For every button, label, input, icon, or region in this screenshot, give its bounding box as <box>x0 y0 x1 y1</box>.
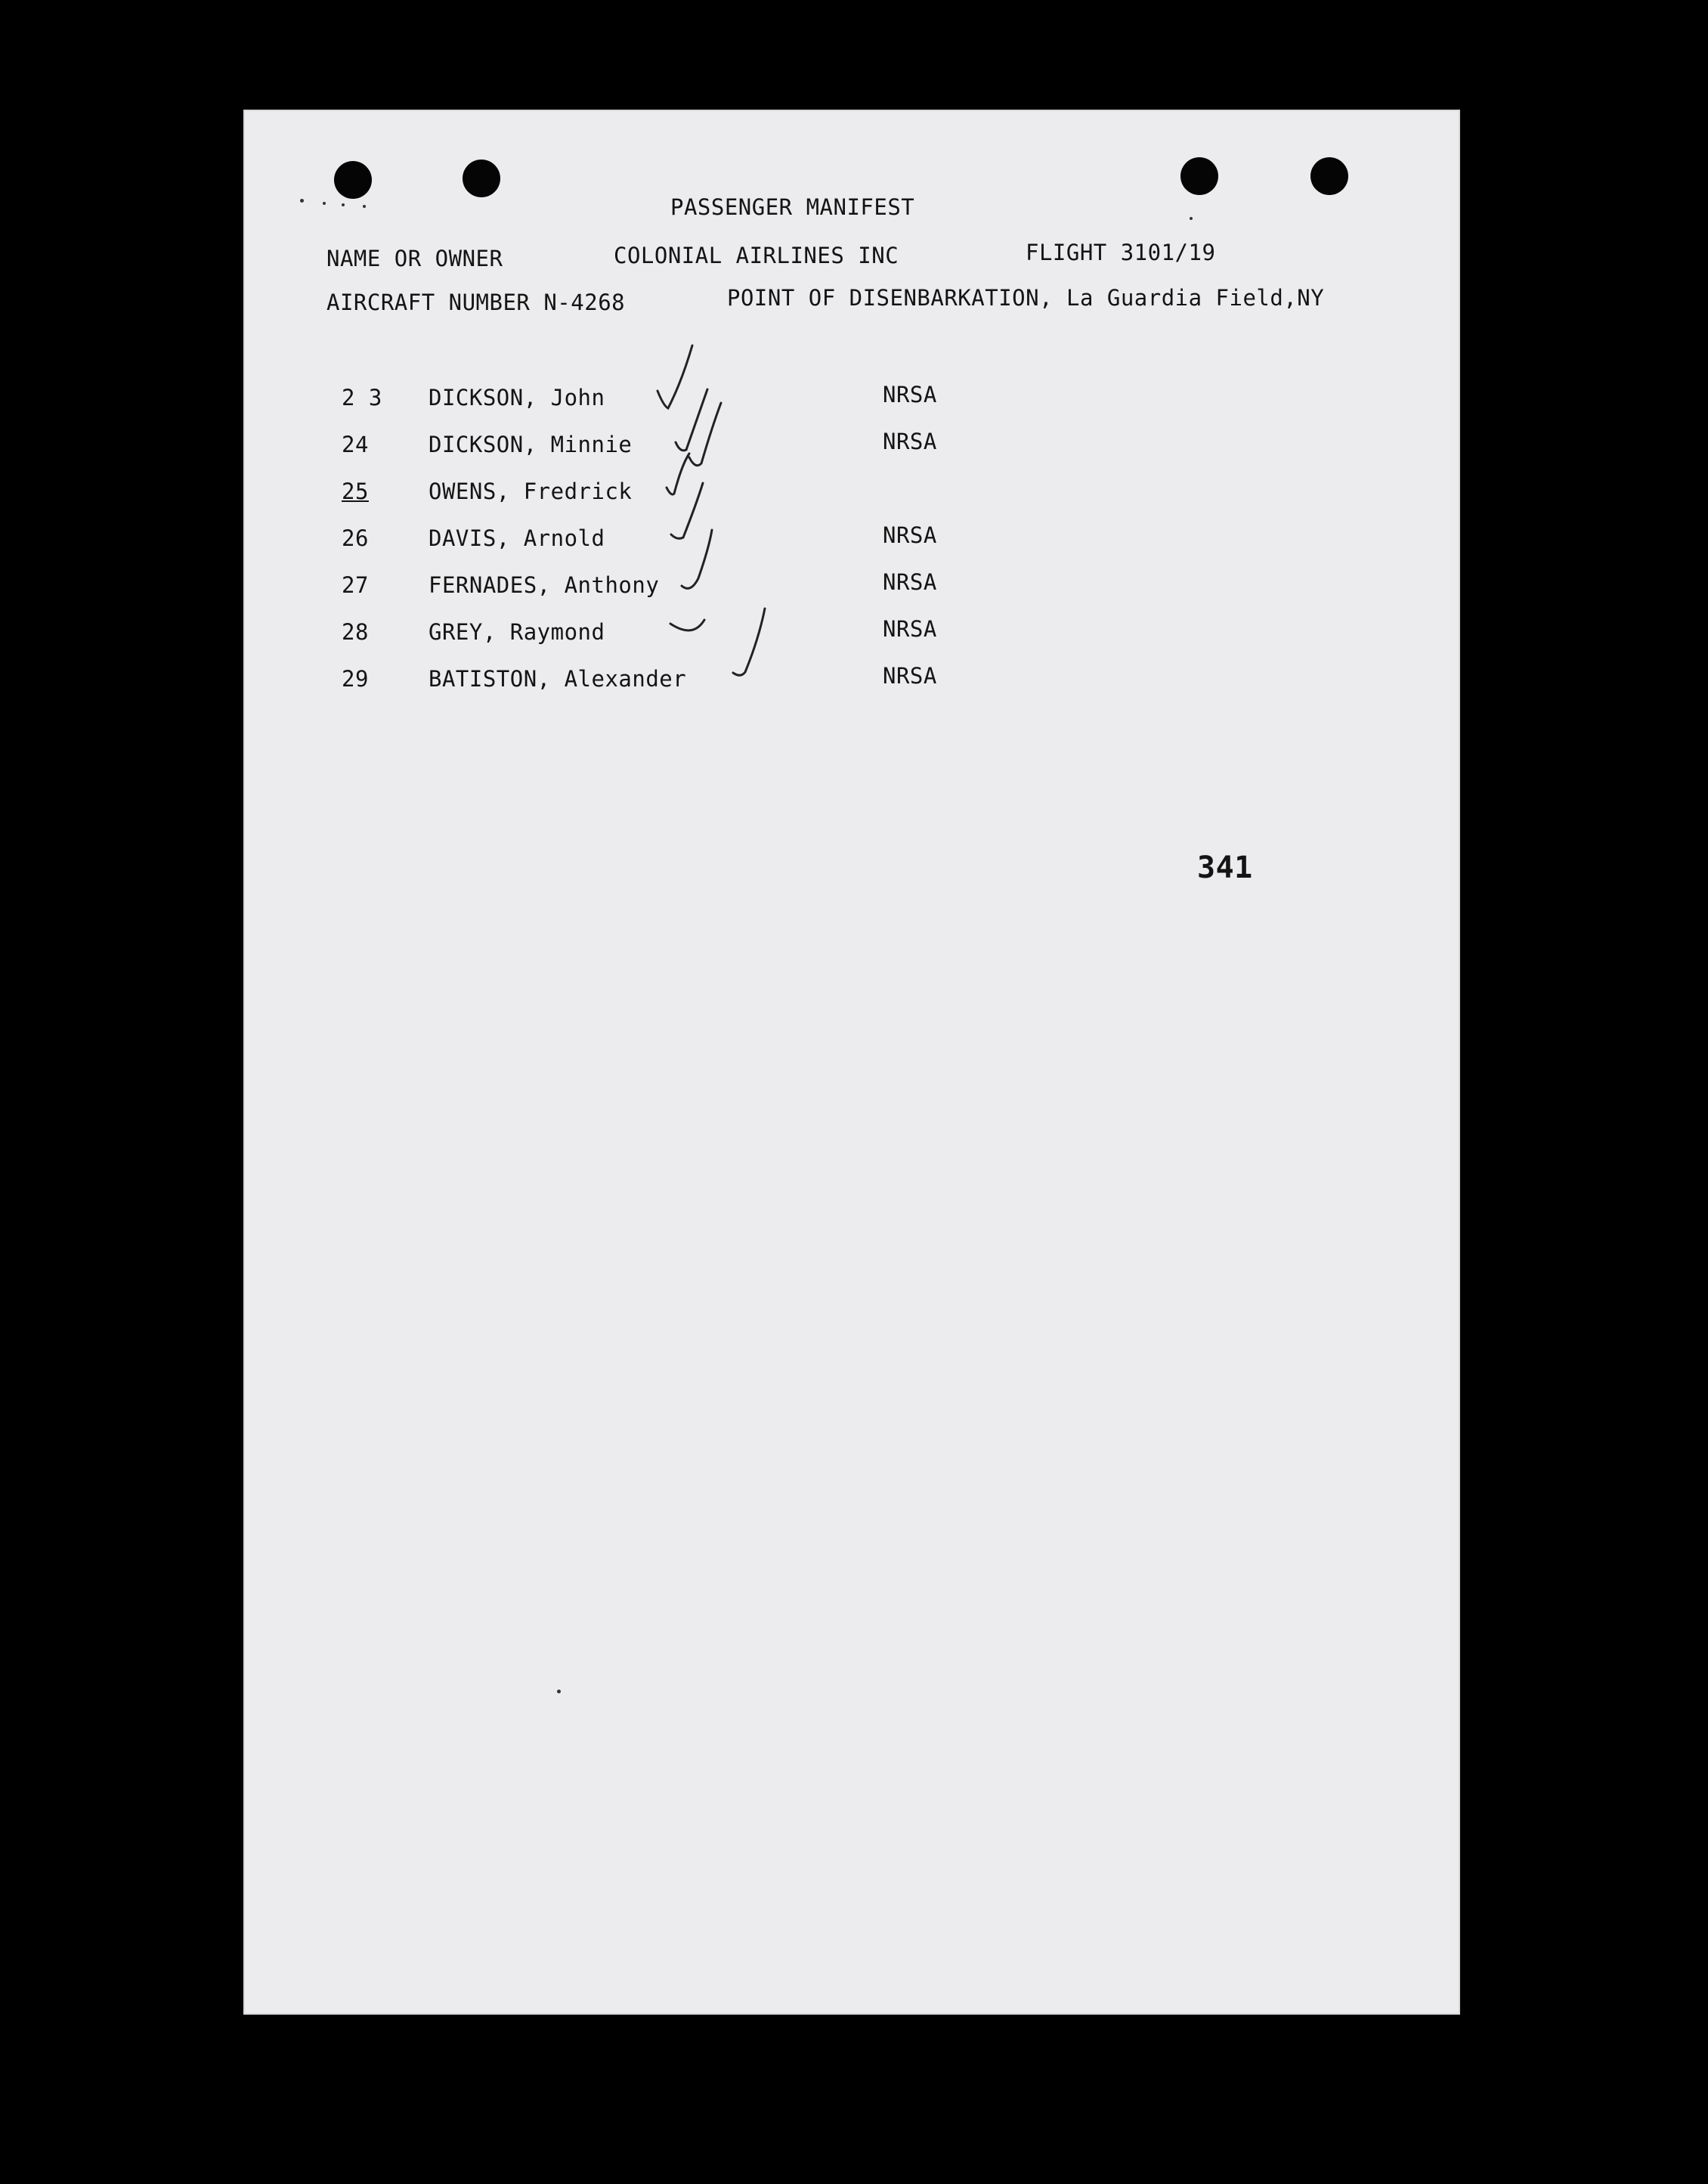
page-title: PASSENGER MANIFEST <box>670 194 915 220</box>
passenger-status: NRSA <box>883 382 937 407</box>
passenger-number: 29 <box>342 666 369 692</box>
passenger-name: DICKSON, John <box>429 385 605 410</box>
passenger-status: NRSA <box>883 522 937 548</box>
punch-hole <box>463 160 500 197</box>
flight-number: FLIGHT 3101/19 <box>1026 240 1216 265</box>
passenger-number: 28 <box>342 619 369 645</box>
passenger-name: DICKSON, Minnie <box>429 432 633 457</box>
passenger-name: DAVIS, Arnold <box>429 525 605 551</box>
passenger-number: 26 <box>342 525 369 551</box>
passenger-status: NRSA <box>883 569 937 595</box>
passenger-name: OWENS, Fredrick <box>429 479 633 504</box>
page-number: 341 <box>1197 850 1253 885</box>
manifest-page <box>243 110 1460 2015</box>
punch-hole <box>1310 157 1348 195</box>
punch-hole <box>1180 157 1218 195</box>
owner-label: NAME OR OWNER <box>326 246 503 271</box>
list-item <box>243 569 1460 610</box>
passenger-name: FERNADES, Anthony <box>429 572 660 598</box>
list-item <box>243 429 1460 469</box>
list-item <box>243 479 1460 516</box>
passenger-number: 24 <box>342 432 369 457</box>
punch-hole <box>334 161 372 199</box>
list-item <box>243 522 1460 563</box>
owner-value: COLONIAL AIRLINES INC <box>614 243 899 268</box>
list-item <box>243 663 1460 704</box>
passenger-number: 2 3 <box>342 385 382 410</box>
list-item <box>243 382 1460 423</box>
passenger-status: NRSA <box>883 616 937 642</box>
passenger-number: 25 <box>342 479 369 504</box>
list-item <box>243 616 1460 657</box>
passenger-name: GREY, Raymond <box>429 619 605 645</box>
passenger-name: BATISTON, Alexander <box>429 666 687 692</box>
passenger-status: NRSA <box>883 429 937 454</box>
passenger-number: 27 <box>342 572 369 598</box>
passenger-status: NRSA <box>883 663 937 689</box>
disembarkation-point: POINT OF DISENBARKATION, La Guardia Field,NY <box>727 285 1325 311</box>
aircraft-number: AIRCRAFT NUMBER N-4268 <box>326 290 626 315</box>
